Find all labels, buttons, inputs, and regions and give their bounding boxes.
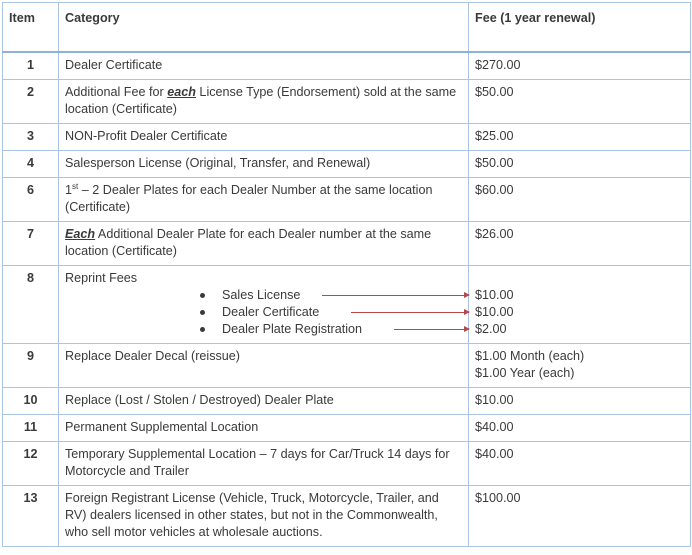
table-row bbox=[3, 266, 691, 344]
category-cell: NON-Profit Dealer Certificate bbox=[59, 124, 469, 151]
table-row bbox=[3, 124, 691, 151]
bullet-icon bbox=[200, 293, 205, 298]
category-text: License Type (Endorsement) sold at the same location (Certificate) bbox=[65, 85, 457, 116]
list-item bbox=[65, 321, 462, 338]
table-row bbox=[3, 151, 691, 178]
item-number: 9 bbox=[3, 344, 59, 388]
fee-cell: $10.00 bbox=[469, 388, 691, 415]
fee-cell: $60.00 bbox=[469, 178, 691, 222]
category-text: Reprint Fees bbox=[65, 271, 138, 285]
reprint-list bbox=[65, 287, 462, 338]
table-row bbox=[3, 388, 691, 415]
item-number: 3 bbox=[3, 124, 59, 151]
category-cell: Foreign Registrant License (Vehicle, Truck, Motorcycle, Trailer, and RV) dealers licensed in other states, but not in the Commonwealth, who sell motor vehicles at wholesale auctions. bbox=[59, 486, 469, 547]
fee-cell: $50.00 bbox=[469, 151, 691, 178]
header-item: Item bbox=[3, 3, 59, 53]
list-item bbox=[65, 304, 462, 321]
fee-cell bbox=[469, 266, 691, 344]
item-number: 12 bbox=[3, 442, 59, 486]
category-cell: Replace Dealer Decal (reissue) bbox=[59, 344, 469, 388]
category-cell: Dealer Certificate bbox=[59, 52, 469, 80]
category-cell bbox=[59, 222, 469, 266]
fee-cell: $40.00 bbox=[469, 415, 691, 442]
table-row bbox=[3, 80, 691, 124]
reprint-label: Dealer Plate Registration bbox=[222, 322, 363, 336]
category-cell: Salesperson License (Original, Transfer, and Renewal) bbox=[59, 151, 469, 178]
fee-cell: $40.00 bbox=[469, 442, 691, 486]
fee-line: $1.00 Month (each) bbox=[475, 349, 585, 363]
emphasis-text: Each bbox=[65, 227, 96, 241]
table-row bbox=[3, 486, 691, 547]
table-row bbox=[3, 344, 691, 388]
header-row bbox=[3, 3, 691, 53]
list-item bbox=[65, 287, 462, 304]
category-text: 1 bbox=[65, 183, 73, 197]
bullet-icon bbox=[200, 310, 205, 315]
header-fee: Fee (1 year renewal) bbox=[469, 3, 691, 53]
fee-cell: $26.00 bbox=[469, 222, 691, 266]
table-row bbox=[3, 415, 691, 442]
item-number: 2 bbox=[3, 80, 59, 124]
fee-cell: $50.00 bbox=[469, 80, 691, 124]
fee-cell: $25.00 bbox=[469, 124, 691, 151]
category-cell: Permanent Supplemental Location bbox=[59, 415, 469, 442]
table-row bbox=[3, 52, 691, 80]
table-row bbox=[3, 442, 691, 486]
item-number: 6 bbox=[3, 178, 59, 222]
fee-line: $10.00 bbox=[475, 288, 514, 302]
fee-line: $1.00 Year (each) bbox=[475, 366, 575, 380]
item-number: 11 bbox=[3, 415, 59, 442]
arrow-right-icon bbox=[394, 329, 469, 330]
category-text: – 2 Dealer Plates for each Dealer Number at the same location (Certificate) bbox=[65, 183, 433, 214]
category-cell bbox=[59, 80, 469, 124]
fee-line: $10.00 bbox=[475, 305, 514, 319]
category-cell: Replace (Lost / Stolen / Destroyed) Dealer Plate bbox=[59, 388, 469, 415]
fee-cell: $100.00 bbox=[469, 486, 691, 547]
category-text: Additional Fee for bbox=[65, 85, 168, 99]
header-category: Category bbox=[59, 3, 469, 53]
fee-cell: $270.00 bbox=[469, 52, 691, 80]
fee-line: $2.00 bbox=[475, 322, 507, 336]
item-number: 10 bbox=[3, 388, 59, 415]
arrow-right-icon bbox=[322, 295, 469, 296]
reprint-label: Dealer Certificate bbox=[222, 305, 320, 319]
item-number: 13 bbox=[3, 486, 59, 547]
emphasis-text: each bbox=[167, 85, 196, 99]
item-number: 4 bbox=[3, 151, 59, 178]
table-row bbox=[3, 222, 691, 266]
category-cell bbox=[59, 266, 469, 344]
item-number: 7 bbox=[3, 222, 59, 266]
item-number: 1 bbox=[3, 52, 59, 80]
fee-table bbox=[2, 2, 691, 547]
ordinal-suffix: st bbox=[72, 181, 79, 191]
table-row bbox=[3, 178, 691, 222]
item-number: 8 bbox=[3, 266, 59, 344]
fee-cell bbox=[469, 344, 691, 388]
reprint-label: Sales License bbox=[222, 288, 301, 302]
bullet-icon bbox=[200, 327, 205, 332]
category-cell: Temporary Supplemental Location – 7 days for Car/Truck 14 days for Motorcycle and Trailer bbox=[59, 442, 469, 486]
category-text: Additional Dealer Plate for each Dealer number at the same location (Certificate) bbox=[65, 227, 432, 258]
arrow-right-icon bbox=[351, 312, 469, 313]
category-cell bbox=[59, 178, 469, 222]
